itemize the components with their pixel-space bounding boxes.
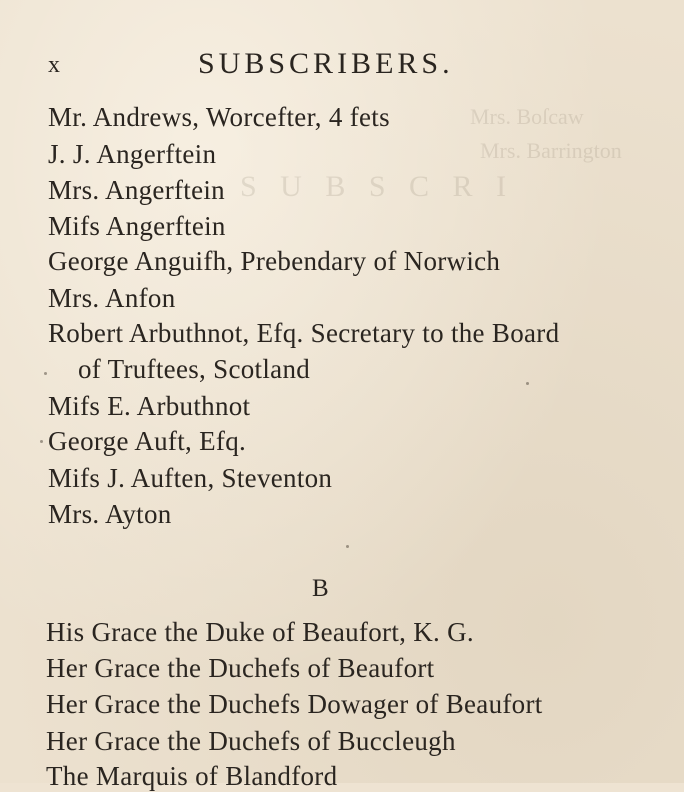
page-number: x — [48, 52, 61, 78]
subscriber-entry: Mrs. Angerftein — [48, 175, 225, 205]
show-through-text: Mrs. Boſcaw — [470, 104, 584, 129]
subscriber-entry: J. J. Angerftein — [48, 139, 217, 169]
subscriber-entry: George Anguifh, Prebendary of Norwich — [48, 246, 501, 276]
subscriber-entry: Mifs J. Auften, Steventon — [48, 463, 333, 493]
subscriber-entry-continuation: of Truftees, Scotland — [78, 354, 311, 384]
ink-speck — [526, 382, 529, 385]
subscriber-entry: Mifs Angerftein — [48, 211, 226, 241]
ink-speck — [40, 440, 43, 443]
subscriber-entry: George Auft, Efq. — [48, 426, 247, 456]
subscriber-entry: Mrs. Anfon — [48, 283, 176, 313]
ink-speck — [346, 545, 349, 548]
subscriber-entry: Mifs E. Arbuthnot — [48, 391, 251, 421]
subscriber-entry: Her Grace the Duchefs of Buccleugh — [46, 726, 456, 756]
running-head: SUBSCRIBERS. — [198, 47, 454, 80]
show-through-text: S U B S C R I — [240, 170, 515, 203]
subscriber-entry: Her Grace the Duchefs Dowager of Beaufort — [46, 689, 543, 719]
subscriber-entry: Her Grace the Duchefs of Beaufort — [46, 653, 435, 683]
section-letter: B — [312, 575, 329, 602]
ink-speck — [44, 372, 47, 375]
subscriber-entry: Mr. Andrews, Worcefter, 4 fets — [48, 102, 390, 132]
subscriber-entry: His Grace the Duke of Beaufort, K. G. — [46, 617, 474, 647]
subscriber-entry: The Marquis of Blandford — [46, 761, 338, 791]
subscriber-entry: Mrs. Ayton — [48, 499, 172, 529]
subscriber-entry: Robert Arbuthnot, Efq. Secretary to the Board — [48, 318, 560, 348]
show-through-text: Mrs. Barrington — [480, 138, 622, 163]
